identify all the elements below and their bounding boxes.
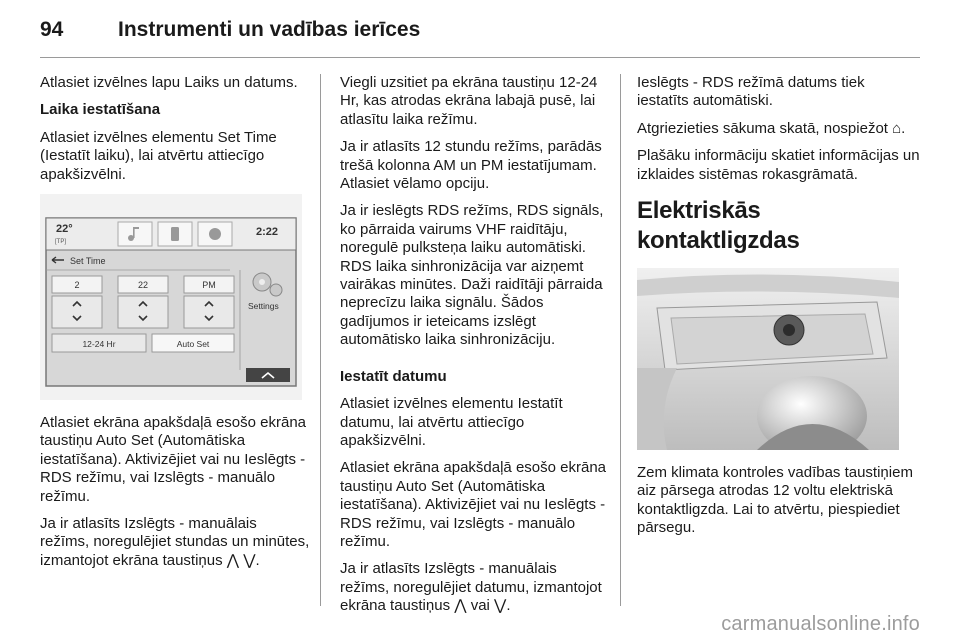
set-time-screen-illustration [40, 194, 302, 400]
paragraph: Viegli uzsitiet pa ekrāna taustiņu 12-24 Hr, kas atrodas ekrāna labajā pusē, lai atlasītu laika režīmu. [340, 74, 598, 128]
paragraph: Ja ir atlasīts Izslēgts - manuālais režīms, noregulējiet stundas un minūtes, izmantojot ekrāna taustiņus ⋀ ⋁. [40, 515, 310, 569]
screen-hour-value: 2 [74, 280, 80, 291]
paragraph: Ja ir ieslēgts RDS režīms, RDS signāls, ko pārraida vairums VHF raidītāju, noregulē pulksteņa laiku automātiski. RDS laika sinhronizācija var aizņemt vairākas minūtes. Daži raidītāji pārraida neprecīzu laika signālu. Šādos gadījumos ir ieteicams izslēgt automātisko laika sinhronizāciju. [340, 202, 604, 349]
paragraph: Atlasiet ekrāna apakšdaļā esošo ekrāna taustiņu Auto Set (Automātiska iestatīšana). Aktivizējiet vai nu Ieslēgts - RDS režīmu, vai Izslēgts - manuālo režīmu. [40, 414, 307, 505]
screen-temperature: 22° [56, 223, 73, 236]
screen-collapse-button[interactable] [246, 368, 290, 382]
column-divider-1 [320, 74, 321, 606]
section-title-power-outlets: Elektriskās kontaktligzdas [637, 197, 800, 255]
column-2 [340, 74, 608, 625]
paragraph: Zem klimata kontroles vadības taustiņiem aiz pārsega atrodas 12 voltu elektriskā kontaktligzda. Lai to atvērtu, piespiediet pārsegu. [637, 464, 913, 537]
section-heading-set-time: Laika iestatīšana [40, 101, 161, 119]
screen-clock: 2:22 [256, 226, 279, 239]
paragraph: Atgriezieties sākuma skatā, nospiežot ⌂. [637, 119, 906, 137]
page-title: Instrumenti un vadības ierīces [118, 18, 421, 41]
screen-minute-value: 22 [137, 280, 149, 291]
page-number: 94 [40, 18, 64, 41]
screen-ampm-value: PM [202, 280, 216, 291]
screen-btn-12-24-label: 12-24 Hr [82, 339, 116, 350]
info-icon[interactable] [209, 228, 221, 240]
column-3 [637, 74, 920, 547]
screen-btn-auto-set-label: Auto Set [176, 339, 210, 350]
power-outlet-photo [637, 268, 899, 450]
watermark: carmanualsonline.info [721, 613, 920, 635]
screen-tp-indicator: [TP] [55, 239, 67, 246]
column-1 [40, 74, 310, 579]
paragraph: Ieslēgts - RDS režīmā datums tiek iestatīts automātiski. [637, 74, 865, 110]
screen-back-title: Set Time [70, 256, 106, 267]
phone-icon[interactable] [171, 227, 179, 241]
paragraph: Ja ir atlasīts Izslēgts - manuālais režīms, noregulējiet datumu, izmantojot ekrāna taustiņus ⋀ vai ⋁. [340, 560, 602, 615]
paragraph: Plašāku informāciju skatiet informācijas un izklaides sistēmas rokasgrāmatā. [637, 147, 920, 183]
paragraph: Atlasiet izvēlnes lapu Laiks un datums. [40, 74, 298, 91]
page-header [40, 18, 920, 58]
paragraph: Atlasiet ekrāna apakšdaļā esošo ekrāna taustiņu Auto Set (Automātiska iestatīšana). Aktivizējiet vai nu Ieslēgts - RDS režīmu, vai Izslēgts - manuālo režīmu. [340, 459, 607, 550]
screen-settings-label: Settings [248, 301, 279, 312]
header-divider [40, 57, 920, 58]
column-divider-2 [620, 74, 621, 606]
paragraph: Atlasiet izvēlnes elementu Iestatīt datumu, lai atvērtu attiecīgo apakšizvēlni. [340, 395, 563, 449]
section-heading-set-date: Iestatīt datumu [340, 367, 447, 385]
paragraph: Ja ir atlasīts 12 stundu režīms, parādās trešā kolonna AM un PM iestatījumam. Atlasiet vēlamo opciju. [340, 138, 602, 193]
paragraph: Atlasiet izvēlnes elementu Set Time (Iestatīt laiku), lai atvērtu attiecīgo apakšizvēlni. [40, 128, 277, 183]
